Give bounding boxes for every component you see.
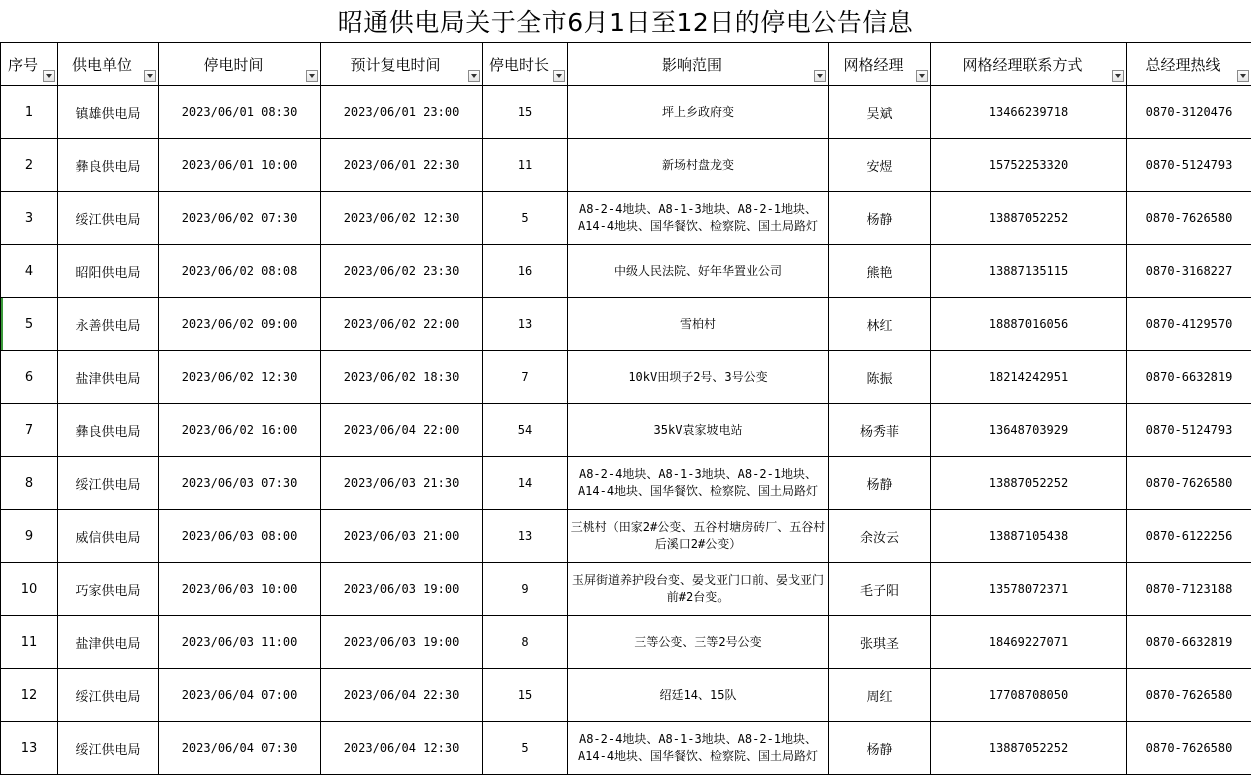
- cell-unit[interactable]: 绥江供电局: [58, 457, 159, 510]
- cell-restore-time[interactable]: 2023/06/01 22:30: [321, 139, 483, 192]
- filter-dropdown-icon[interactable]: [553, 70, 565, 82]
- cell-duration[interactable]: 9: [483, 563, 568, 616]
- cell-hotline[interactable]: 0870-6632819: [1127, 616, 1251, 669]
- cell-restore-time[interactable]: 2023/06/01 23:00: [321, 86, 483, 139]
- table-row: [1, 669, 1251, 722]
- cell-hotline[interactable]: 0870-4129570: [1127, 298, 1251, 351]
- cell-unit[interactable]: 镇雄供电局: [58, 86, 159, 139]
- cell-restore-time[interactable]: 2023/06/03 19:00: [321, 563, 483, 616]
- cell-unit[interactable]: 盐津供电局: [58, 351, 159, 404]
- cell-manager-phone[interactable]: 13887052252: [931, 192, 1127, 245]
- table-row: [1, 139, 1251, 192]
- cell-start-time[interactable]: 2023/06/03 11:00: [159, 616, 321, 669]
- cell-manager[interactable]: 吴斌: [829, 86, 931, 139]
- cell-restore-time[interactable]: 2023/06/03 19:00: [321, 616, 483, 669]
- cell-duration[interactable]: 13: [483, 510, 568, 563]
- cell-start-time[interactable]: 2023/06/03 10:00: [159, 563, 321, 616]
- header-start-time[interactable]: 停电时间: [159, 43, 321, 86]
- table-row: [1, 457, 1251, 510]
- cell-no[interactable]: 3: [1, 192, 58, 245]
- cell-manager[interactable]: 陈振: [829, 351, 931, 404]
- cell-hotline[interactable]: 0870-3120476: [1127, 86, 1251, 139]
- cell-manager[interactable]: 杨静: [829, 457, 931, 510]
- cell-duration[interactable]: 8: [483, 616, 568, 669]
- cell-no[interactable]: 5: [1, 298, 58, 351]
- cell-manager-phone[interactable]: 13648703929: [931, 404, 1127, 457]
- cell-manager-phone[interactable]: 18214242951: [931, 351, 1127, 404]
- filter-dropdown-icon[interactable]: [43, 70, 55, 82]
- cell-duration[interactable]: 15: [483, 669, 568, 722]
- cell-no[interactable]: 9: [1, 510, 58, 563]
- cell-duration[interactable]: 54: [483, 404, 568, 457]
- cell-manager-phone[interactable]: 17708708050: [931, 669, 1127, 722]
- cell-unit[interactable]: 彝良供电局: [58, 404, 159, 457]
- cell-manager[interactable]: 杨秀菲: [829, 404, 931, 457]
- cell-scope[interactable]: A8-2-4地块、A8-1-3地块、A8-2-1地块、A14-4地块、国华餐饮、检察院、国土局路灯: [568, 722, 829, 775]
- cell-manager[interactable]: 安煜: [829, 139, 931, 192]
- header-restore-time[interactable]: 预计复电时间: [321, 43, 483, 86]
- cell-start-time[interactable]: 2023/06/02 09:00: [159, 298, 321, 351]
- table-row: [1, 245, 1251, 298]
- cell-start-time[interactable]: 2023/06/03 07:30: [159, 457, 321, 510]
- cell-unit[interactable]: 昭阳供电局: [58, 245, 159, 298]
- header-hotline[interactable]: 总经理热线: [1127, 43, 1251, 86]
- header-scope[interactable]: 影响范围: [568, 43, 829, 86]
- filter-dropdown-icon[interactable]: [814, 70, 826, 82]
- cell-hotline[interactable]: 0870-7123188: [1127, 563, 1251, 616]
- cell-scope[interactable]: 35kV袁家坡电站: [568, 404, 829, 457]
- cell-no[interactable]: 7: [1, 404, 58, 457]
- cell-scope[interactable]: 坪上乡政府变: [568, 86, 829, 139]
- cell-scope[interactable]: 三等公变、三等2号公变: [568, 616, 829, 669]
- cell-manager[interactable]: 张琪圣: [829, 616, 931, 669]
- cell-start-time[interactable]: 2023/06/02 16:00: [159, 404, 321, 457]
- cell-restore-time[interactable]: 2023/06/04 12:30: [321, 722, 483, 775]
- filter-dropdown-icon[interactable]: [916, 70, 928, 82]
- cell-restore-time[interactable]: 2023/06/03 21:00: [321, 510, 483, 563]
- cell-unit[interactable]: 绥江供电局: [58, 192, 159, 245]
- table-row: [1, 722, 1251, 775]
- cell-hotline[interactable]: 0870-5124793: [1127, 139, 1251, 192]
- cell-restore-time[interactable]: 2023/06/02 23:30: [321, 245, 483, 298]
- table-row: [1, 616, 1251, 669]
- cell-manager-phone[interactable]: 15752253320: [931, 139, 1127, 192]
- header-unit[interactable]: 供电单位: [58, 43, 159, 86]
- cell-unit[interactable]: 绥江供电局: [58, 722, 159, 775]
- filter-dropdown-icon[interactable]: [468, 70, 480, 82]
- cell-manager-phone[interactable]: 13578072371: [931, 563, 1127, 616]
- cell-unit[interactable]: 巧家供电局: [58, 563, 159, 616]
- cell-no[interactable]: 1: [1, 86, 58, 139]
- filter-dropdown-icon[interactable]: [306, 70, 318, 82]
- cell-duration[interactable]: 5: [483, 722, 568, 775]
- cell-unit[interactable]: 彝良供电局: [58, 139, 159, 192]
- table-row: [1, 404, 1251, 457]
- cell-duration[interactable]: 7: [483, 351, 568, 404]
- cell-unit[interactable]: 盐津供电局: [58, 616, 159, 669]
- cell-start-time[interactable]: 2023/06/02 12:30: [159, 351, 321, 404]
- cell-hotline[interactable]: 0870-7626580: [1127, 722, 1251, 775]
- header-manager-phone[interactable]: 网格经理联系方式: [931, 43, 1127, 86]
- cell-scope[interactable]: A8-2-4地块、A8-1-3地块、A8-2-1地块、A14-4地块、国华餐饮、检察院、国土局路灯: [568, 192, 829, 245]
- cell-manager-phone[interactable]: 18887016056: [931, 298, 1127, 351]
- cell-start-time[interactable]: 2023/06/04 07:30: [159, 722, 321, 775]
- cell-duration[interactable]: 16: [483, 245, 568, 298]
- cell-unit[interactable]: 绥江供电局: [58, 669, 159, 722]
- outage-table: [0, 42, 1251, 775]
- table-body: [1, 86, 1251, 775]
- cell-manager[interactable]: 毛子阳: [829, 563, 931, 616]
- cell-manager-phone[interactable]: 13887052252: [931, 722, 1127, 775]
- cell-duration[interactable]: 13: [483, 298, 568, 351]
- cell-duration[interactable]: 5: [483, 192, 568, 245]
- cell-unit[interactable]: 永善供电局: [58, 298, 159, 351]
- cell-hotline[interactable]: 0870-7626580: [1127, 669, 1251, 722]
- table-row: [1, 86, 1251, 139]
- header-no[interactable]: 序号: [1, 43, 58, 86]
- cell-scope[interactable]: 玉屏街道养护段台变、晏戈亚门口前、晏戈亚门前#2台变。: [568, 563, 829, 616]
- cell-hotline[interactable]: 0870-5124793: [1127, 404, 1251, 457]
- cell-start-time[interactable]: 2023/06/02 07:30: [159, 192, 321, 245]
- cell-manager-phone[interactable]: 13466239718: [931, 86, 1127, 139]
- cell-manager-phone[interactable]: 18469227071: [931, 616, 1127, 669]
- cell-scope[interactable]: 10kV田坝子2号、3号公变: [568, 351, 829, 404]
- cell-duration[interactable]: 11: [483, 139, 568, 192]
- cell-hotline[interactable]: 0870-6122256: [1127, 510, 1251, 563]
- header-duration[interactable]: 停电时长: [483, 43, 568, 86]
- cell-start-time[interactable]: 2023/06/01 08:30: [159, 86, 321, 139]
- cell-hotline[interactable]: 0870-7626580: [1127, 192, 1251, 245]
- cell-manager[interactable]: 余汝云: [829, 510, 931, 563]
- cell-manager[interactable]: 周红: [829, 669, 931, 722]
- cell-scope[interactable]: 绍廷14、15队: [568, 669, 829, 722]
- cell-no[interactable]: 4: [1, 245, 58, 298]
- cell-no[interactable]: 11: [1, 616, 58, 669]
- cell-no[interactable]: 12: [1, 669, 58, 722]
- cell-unit[interactable]: 威信供电局: [58, 510, 159, 563]
- cell-duration[interactable]: 14: [483, 457, 568, 510]
- cell-manager[interactable]: 杨静: [829, 722, 931, 775]
- cell-restore-time[interactable]: 2023/06/02 18:30: [321, 351, 483, 404]
- cell-manager[interactable]: 杨静: [829, 192, 931, 245]
- cell-no[interactable]: 2: [1, 139, 58, 192]
- cell-start-time[interactable]: 2023/06/01 10:00: [159, 139, 321, 192]
- cell-start-time[interactable]: 2023/06/02 08:08: [159, 245, 321, 298]
- cell-restore-time[interactable]: 2023/06/02 12:30: [321, 192, 483, 245]
- cell-start-time[interactable]: 2023/06/04 07:00: [159, 669, 321, 722]
- filter-dropdown-icon[interactable]: [144, 70, 156, 82]
- cell-restore-time[interactable]: 2023/06/02 22:00: [321, 298, 483, 351]
- header-manager[interactable]: 网格经理: [829, 43, 931, 86]
- table-row: [1, 298, 1251, 351]
- cell-scope[interactable]: 雪柏村: [568, 298, 829, 351]
- cell-no[interactable]: 13: [1, 722, 58, 775]
- cell-manager-phone[interactable]: 13887105438: [931, 510, 1127, 563]
- table-row: [1, 192, 1251, 245]
- cell-no[interactable]: 6: [1, 351, 58, 404]
- cell-no[interactable]: 8: [1, 457, 58, 510]
- cell-scope[interactable]: 三桃村（田家2#公变、五谷村塘房砖厂、五谷村后溪口2#公变）: [568, 510, 829, 563]
- cell-restore-time[interactable]: 2023/06/04 22:00: [321, 404, 483, 457]
- cell-manager[interactable]: 林红: [829, 298, 931, 351]
- cell-scope[interactable]: 中级人民法院、好年华置业公司: [568, 245, 829, 298]
- header-row: [1, 43, 1251, 86]
- table-row: [1, 351, 1251, 404]
- sheet-title: 昭通供电局关于全市6月1日至12日的停电公告信息: [337, 8, 914, 37]
- filter-dropdown-icon[interactable]: [1237, 70, 1249, 82]
- cell-manager-phone[interactable]: 13887052252: [931, 457, 1127, 510]
- cell-start-time[interactable]: 2023/06/03 08:00: [159, 510, 321, 563]
- filter-dropdown-icon[interactable]: [1112, 70, 1124, 82]
- cell-no[interactable]: 10: [1, 563, 58, 616]
- cell-hotline[interactable]: 0870-3168227: [1127, 245, 1251, 298]
- cell-duration[interactable]: 15: [483, 86, 568, 139]
- cell-hotline[interactable]: 0870-7626580: [1127, 457, 1251, 510]
- table-row: [1, 510, 1251, 563]
- cell-hotline[interactable]: 0870-6632819: [1127, 351, 1251, 404]
- cell-restore-time[interactable]: 2023/06/04 22:30: [321, 669, 483, 722]
- cell-manager[interactable]: 熊艳: [829, 245, 931, 298]
- table-row: [1, 563, 1251, 616]
- cell-manager-phone[interactable]: 13887135115: [931, 245, 1127, 298]
- cell-scope[interactable]: A8-2-4地块、A8-1-3地块、A8-2-1地块、A14-4地块、国华餐饮、检察院、国土局路灯: [568, 457, 829, 510]
- cell-restore-time[interactable]: 2023/06/03 21:30: [321, 457, 483, 510]
- cell-scope[interactable]: 新场村盘龙变: [568, 139, 829, 192]
